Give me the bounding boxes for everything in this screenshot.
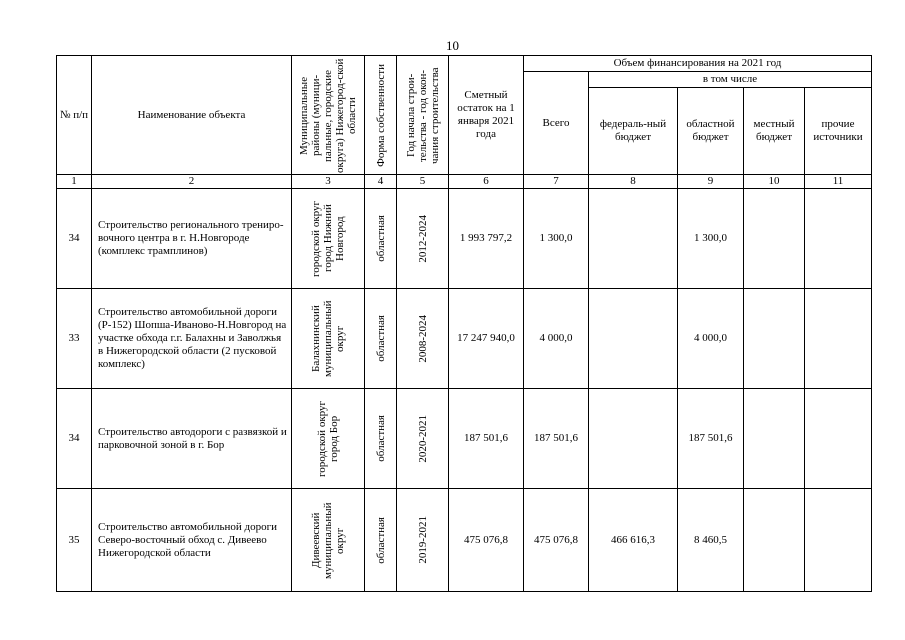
row-other: [805, 289, 872, 389]
col-number: 4: [365, 175, 397, 189]
header-regional: областной бюджет: [678, 88, 744, 175]
row-federal: [589, 189, 678, 289]
row-other: [805, 189, 872, 289]
row-local: [744, 489, 805, 592]
col-number: 3: [292, 175, 365, 189]
row-local: [744, 189, 805, 289]
row-name: Строительство регионального тренировочного центра в г. Н.Новгороде (комплекс трамплинов): [92, 189, 292, 289]
header-ownership: Форма собственности: [365, 56, 397, 175]
col-number: 11: [805, 175, 872, 189]
header-num: № п/п: [57, 56, 92, 175]
row-ownership: областная: [365, 189, 397, 289]
row-district: Балахнинский муниципальный округ: [292, 289, 365, 389]
row-federal: [589, 289, 678, 389]
header-funding: Объем финансирования на 2021 год: [524, 56, 872, 72]
row-years: 2008-2024: [397, 289, 449, 389]
row-name: Строительство автодороги с развязкой и парковочной зоной в г. Бор: [92, 389, 292, 489]
column-numbers-row: [57, 175, 872, 189]
col-number: 2: [92, 175, 292, 189]
header-other: прочие источники: [805, 88, 872, 175]
row-num: 34: [57, 189, 92, 289]
row-district: Дивеевский муниципальный округ: [292, 489, 365, 592]
row-name: Строительство автомобильной дороги Северо-восточный обход с. Дивеево Нижегородской области: [92, 489, 292, 592]
row-total: 1 300,0: [524, 189, 589, 289]
header-district: Муниципальные районы (муници-пальные, городские округа) Нижегород-ской области: [292, 56, 365, 175]
row-local: [744, 389, 805, 489]
row-estimate: 17 247 940,0: [449, 289, 524, 389]
header-years: Год начала строи-тельства - год окон-чания строительства: [397, 56, 449, 175]
col-number: 6: [449, 175, 524, 189]
header-total: Всего: [524, 72, 589, 175]
header-estimate: Сметный остаток на 1 января 2021 года: [449, 56, 524, 175]
row-regional: 187 501,6: [678, 389, 744, 489]
row-ownership: областная: [365, 289, 397, 389]
row-total: 187 501,6: [524, 389, 589, 489]
row-federal: [589, 389, 678, 489]
col-number: 5: [397, 175, 449, 189]
table-row: [57, 289, 872, 389]
row-estimate: 1 993 797,2: [449, 189, 524, 289]
row-name: Строительство автомобильной дороги (Р-152) Шопша-Иваново-Н.Новгород на участке обхода г.г. Балахны и Заволжья в Нижегородской области (2 пусковой комплекс): [92, 289, 292, 389]
row-other: [805, 389, 872, 489]
financing-table: [56, 55, 872, 592]
row-other: [805, 489, 872, 592]
table-row: [57, 489, 872, 592]
table-row: [57, 189, 872, 289]
row-regional: 4 000,0: [678, 289, 744, 389]
header-federal: федераль-ный бюджет: [589, 88, 678, 175]
header-local: местный бюджет: [744, 88, 805, 175]
col-number: 9: [678, 175, 744, 189]
page-number: 10: [446, 38, 459, 53]
col-number: 10: [744, 175, 805, 189]
row-district: городской округ город Нижний Новгород: [292, 189, 365, 289]
row-num: 33: [57, 289, 92, 389]
row-estimate: 475 076,8: [449, 489, 524, 592]
row-federal: 466 616,3: [589, 489, 678, 592]
row-estimate: 187 501,6: [449, 389, 524, 489]
row-total: 475 076,8: [524, 489, 589, 592]
row-district: городской округ город Бор: [292, 389, 365, 489]
col-number: 8: [589, 175, 678, 189]
row-num: 35: [57, 489, 92, 592]
row-ownership: областная: [365, 489, 397, 592]
row-local: [744, 289, 805, 389]
col-number: 1: [57, 175, 92, 189]
row-regional: 1 300,0: [678, 189, 744, 289]
row-ownership: областная: [365, 389, 397, 489]
row-total: 4 000,0: [524, 289, 589, 389]
row-regional: 8 460,5: [678, 489, 744, 592]
row-num: 34: [57, 389, 92, 489]
row-years: 2020-2021: [397, 389, 449, 489]
row-years: 2019-2021: [397, 489, 449, 592]
header-including: в том числе: [589, 72, 872, 88]
header-name: Наименование объекта: [92, 56, 292, 175]
col-number: 7: [524, 175, 589, 189]
row-years: 2012-2024: [397, 189, 449, 289]
table-row: [57, 389, 872, 489]
